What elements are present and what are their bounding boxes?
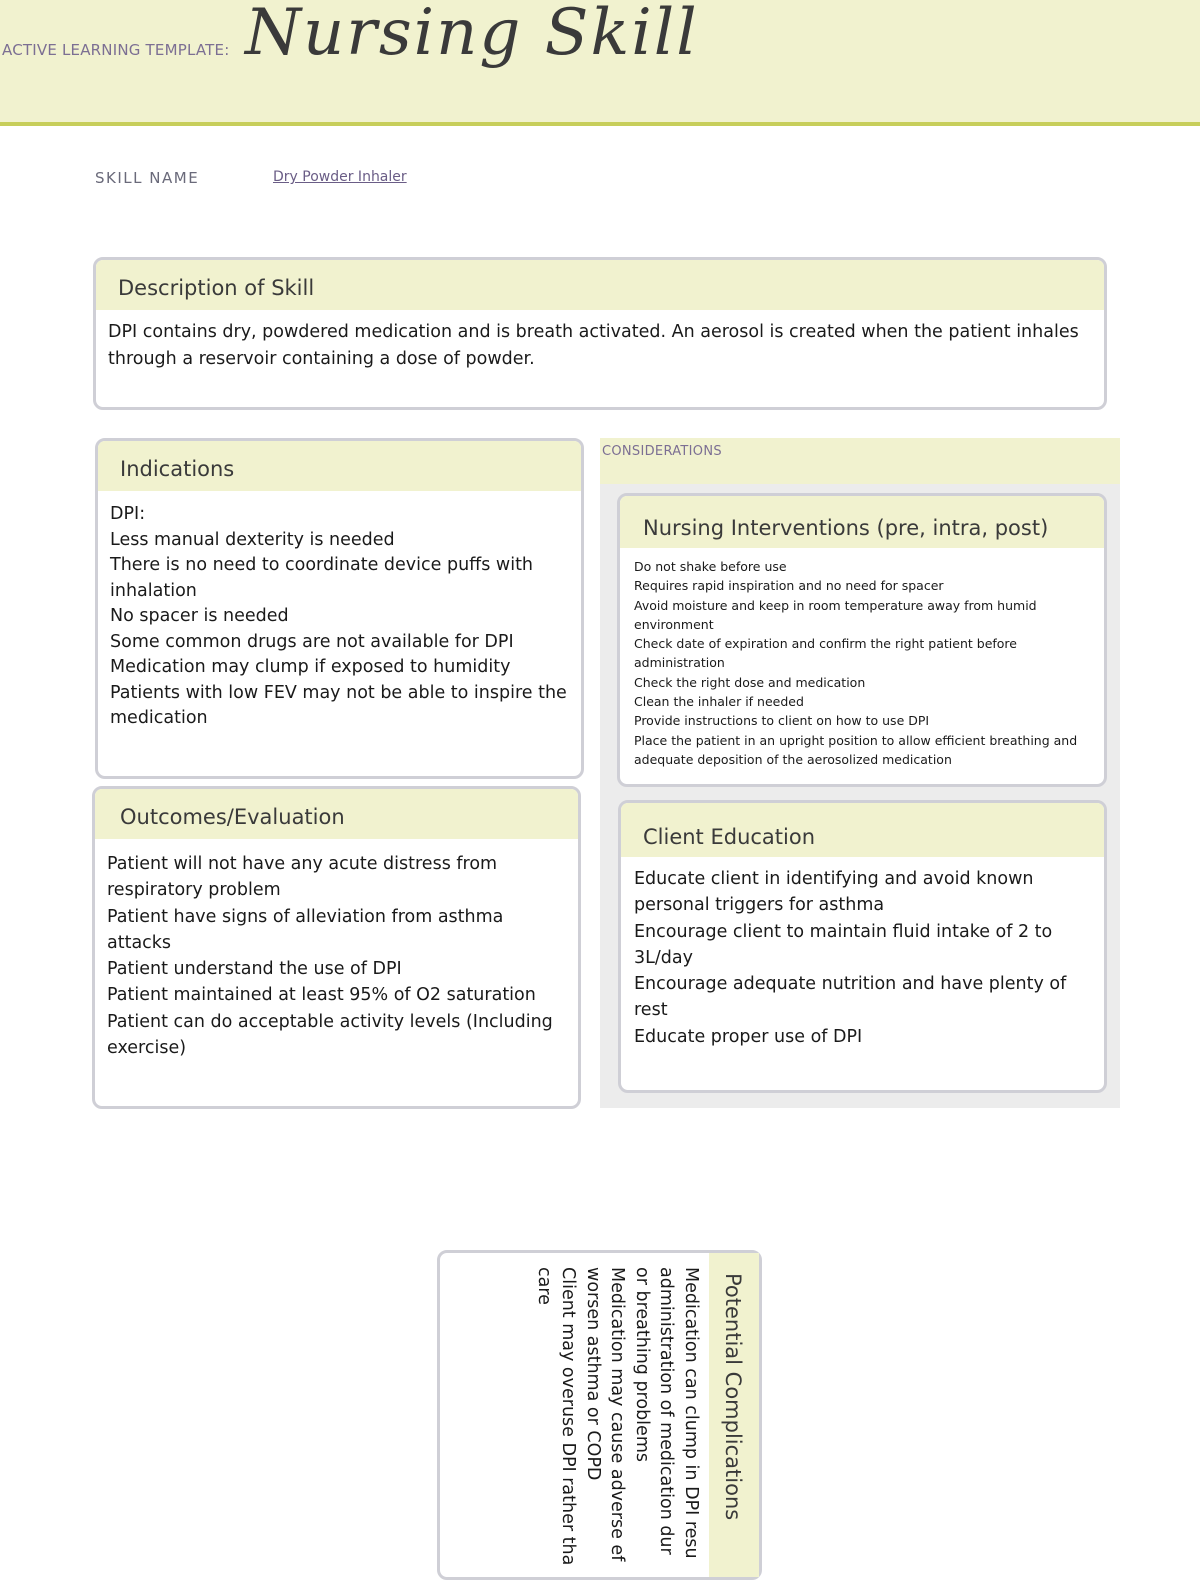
- indications-line: No spacer is needed: [110, 606, 289, 626]
- interventions-body: [620, 548, 1104, 769]
- interventions-line: Avoid moisture and keep in room temperature away from humid: [634, 597, 1037, 613]
- indications-line: Some common drugs are not available for DPI: [110, 631, 514, 652]
- outcomes-line: respiratory problem: [107, 880, 281, 901]
- interventions-line: environment: [634, 616, 714, 632]
- education-line: Encourage client to maintain fluid intake of 2 to: [634, 921, 1053, 942]
- interventions-line: Requires rapid inspiration and no need for spacer: [634, 578, 944, 594]
- complications-line: care: [534, 1267, 554, 1305]
- indications-line: Medication may clump if exposed to humidity: [110, 657, 511, 677]
- indications-line: DPI:: [110, 504, 146, 524]
- interventions-line: administration: [634, 655, 725, 671]
- education-box: [618, 800, 1107, 1093]
- skill-name-value: Dry Powder Inhaler: [273, 169, 407, 185]
- complications-line: administration of medication dur: [656, 1267, 677, 1555]
- indications-line: There is no need to coordinate device puffs with: [110, 555, 534, 575]
- interventions-line: Check the right dose and medication: [634, 674, 866, 690]
- description-box: [93, 257, 1107, 410]
- complications-line: worsen asthma or COPD: [583, 1267, 603, 1481]
- indications-body: [98, 491, 581, 732]
- education-title: Client Education: [621, 803, 1104, 857]
- complications-line: Client may overuse DPI rather tha: [558, 1267, 579, 1566]
- interventions-line: Provide instructions to client on how to use DPI: [634, 713, 930, 729]
- outcomes-box: [92, 786, 581, 1109]
- education-body: [621, 857, 1104, 1050]
- indications-line: Less manual dexterity is needed: [110, 529, 395, 550]
- interventions-line: adequate deposition of the aerosolized medication: [634, 751, 952, 767]
- outcomes-title: Outcomes/Evaluation: [95, 789, 578, 839]
- page-title: Nursing Skill: [245, 0, 699, 70]
- template-label: ACTIVE LEARNING TEMPLATE:: [2, 41, 230, 59]
- interventions-box: [617, 493, 1107, 787]
- indications-line: Patients with low FEV may not be able to inspire the: [110, 682, 567, 703]
- indications-box: [95, 438, 584, 779]
- outcomes-line: Patient maintained at least 95% of O2 saturation: [107, 985, 536, 1006]
- interventions-line: Do not shake before use: [634, 559, 787, 574]
- indications-line: medication: [110, 708, 208, 728]
- outcomes-line: Patient have signs of alleviation from asthma attacks: [107, 906, 504, 953]
- education-line: Educate proper use of DPI: [634, 1026, 863, 1047]
- education-line: personal triggers for asthma: [634, 895, 885, 916]
- education-line: 3L/day: [634, 947, 693, 968]
- complications-box: [437, 1250, 762, 1580]
- indications-line: inhalation: [110, 580, 197, 601]
- education-line: rest: [634, 1000, 668, 1021]
- description-line: through a reservoir containing a dose of powder.: [108, 349, 535, 369]
- outcomes-line: Patient understand the use of DPI: [107, 959, 402, 980]
- outcomes-body: [95, 839, 578, 1061]
- education-line: Educate client in identifying and avoid known: [634, 869, 1034, 889]
- complications-wrapper: [437, 1250, 762, 1580]
- outcomes-line: exercise): [107, 1038, 187, 1059]
- complications-line: or breathing problems: [632, 1267, 652, 1462]
- considerations-label: CONSIDERATIONS: [602, 444, 722, 459]
- header-rule: [0, 122, 1200, 126]
- outcomes-line: Patient will not have any acute distress from: [107, 854, 498, 874]
- description-title: Description of Skill: [96, 260, 1104, 310]
- complications-title: Potential Complications: [709, 1253, 759, 1577]
- complications-line: Medication can clump in DPI resu: [681, 1267, 701, 1559]
- description-body: [96, 310, 1104, 373]
- interventions-title: Nursing Interventions (pre, intra, post): [620, 496, 1104, 548]
- complications-body: [532, 1253, 710, 1577]
- description-line: DPI contains dry, powdered medication and is breath activated. An aerosol is created when the patient inhales: [108, 322, 1079, 342]
- interventions-line: Check date of expiration and confirm the right patient before: [634, 636, 1017, 652]
- outcomes-line: Patient can do acceptable activity levels (Including: [107, 1011, 553, 1032]
- education-line: Encourage adequate nutrition and have plenty of: [634, 974, 1067, 995]
- skill-name-label: SKILL NAME: [95, 169, 200, 187]
- interventions-line: Place the patient in an upright position to allow efficient breathing and: [634, 732, 1078, 748]
- complications-line: Medication may cause adverse ef: [607, 1267, 628, 1562]
- interventions-line: Clean the inhaler if needed: [634, 694, 804, 710]
- indications-title: Indications: [98, 441, 581, 491]
